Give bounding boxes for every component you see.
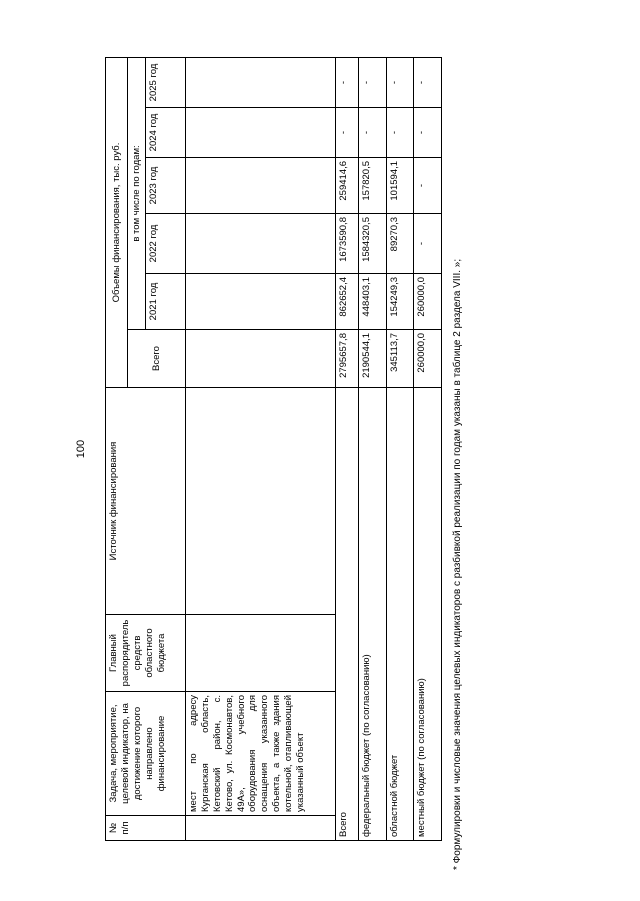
row-value-2025: - [336, 58, 359, 108]
row-value-2025: - [387, 58, 414, 108]
row-value-2023: 101594,1 [387, 158, 414, 214]
row-label-regional: областной бюджет [387, 388, 414, 841]
page-number: 100 [75, 439, 87, 459]
row-value-2025: - [414, 58, 442, 108]
row-value-2024: - [387, 108, 414, 158]
row-label-local: местный бюджет (по согласованию) [414, 388, 442, 841]
header-year-2023: 2023 год [146, 158, 186, 214]
row-value-2024: - [336, 108, 359, 158]
header-year-2021: 2021 год [146, 274, 186, 330]
header-num: № п/п [106, 816, 186, 841]
row-value-2022: 1584320,5 [359, 214, 387, 274]
header-source: Источник финансирования [106, 388, 186, 615]
row-label-federal: федеральный бюджет (по согласованию) [359, 388, 387, 841]
row-value-total: 2795657,8 [336, 330, 359, 388]
financing-table [105, 57, 442, 841]
header-year-2025: 2025 год [146, 58, 186, 108]
continuation-cell [186, 58, 336, 108]
row-value-total: 2190544,1 [359, 330, 387, 388]
row-value-total: 260000,0 [414, 330, 442, 388]
footnote: * Формулировки и числовые значения целевых индикаторов с разбивкой реализации по годам указаны в таблице 2 раздела VIII. »; [452, 258, 463, 870]
header-task: Задача, мероприятие, целевой индикатор, на достижение которого направлено финансирование [106, 692, 186, 816]
row-value-2022: 1673590,8 [336, 214, 359, 274]
continuation-total-cell [186, 330, 336, 388]
continuation-cell [186, 158, 336, 214]
row-value-2021: 862652,4 [336, 274, 359, 330]
continuation-manager-cell [186, 615, 336, 692]
row-value-2022: - [414, 214, 442, 274]
continuation-source-cell [186, 388, 336, 615]
header-volumes: Объемы финансирования, тыс. руб. [106, 58, 128, 388]
continuation-cell [186, 108, 336, 158]
continuation-cell [186, 214, 336, 274]
row-value-2021: 154249,3 [387, 274, 414, 330]
row-value-2023: 157820,5 [359, 158, 387, 214]
header-year-2024: 2024 год [146, 108, 186, 158]
header-total: Всего [128, 330, 186, 388]
table-row [387, 58, 414, 841]
header-manager: Главный распорядитель средств областного бюджета [106, 615, 186, 692]
row-value-2021: 448403,1 [359, 274, 387, 330]
row-value-2024: - [414, 108, 442, 158]
footnote-container [452, 100, 470, 880]
table-row [414, 58, 442, 841]
row-value-2025: - [359, 58, 387, 108]
rotated-table-container [105, 58, 441, 841]
continuation-task-text: мест по адресу Курганская область, Кетовский район, с. Кетово, ул. Космонавтов, 49А», учебного оборудования для оснащения указанного объекта, а также здания котельной, отапливающей указанный объект [186, 692, 336, 816]
row-value-2022: 89270,3 [387, 214, 414, 274]
table-row [336, 58, 359, 841]
row-value-2024: - [359, 108, 387, 158]
row-value-2021: 260000,0 [414, 274, 442, 330]
row-value-total: 345113,7 [387, 330, 414, 388]
row-value-2023: 259414,6 [336, 158, 359, 214]
header-by-years: в том числе по годам: [128, 58, 146, 330]
table-row [359, 58, 387, 841]
continuation-cell [186, 274, 336, 330]
row-label-total: Всего [336, 388, 359, 841]
continuation-num-cell [186, 816, 336, 841]
row-value-2023: - [414, 158, 442, 214]
header-year-2022: 2022 год [146, 214, 186, 274]
